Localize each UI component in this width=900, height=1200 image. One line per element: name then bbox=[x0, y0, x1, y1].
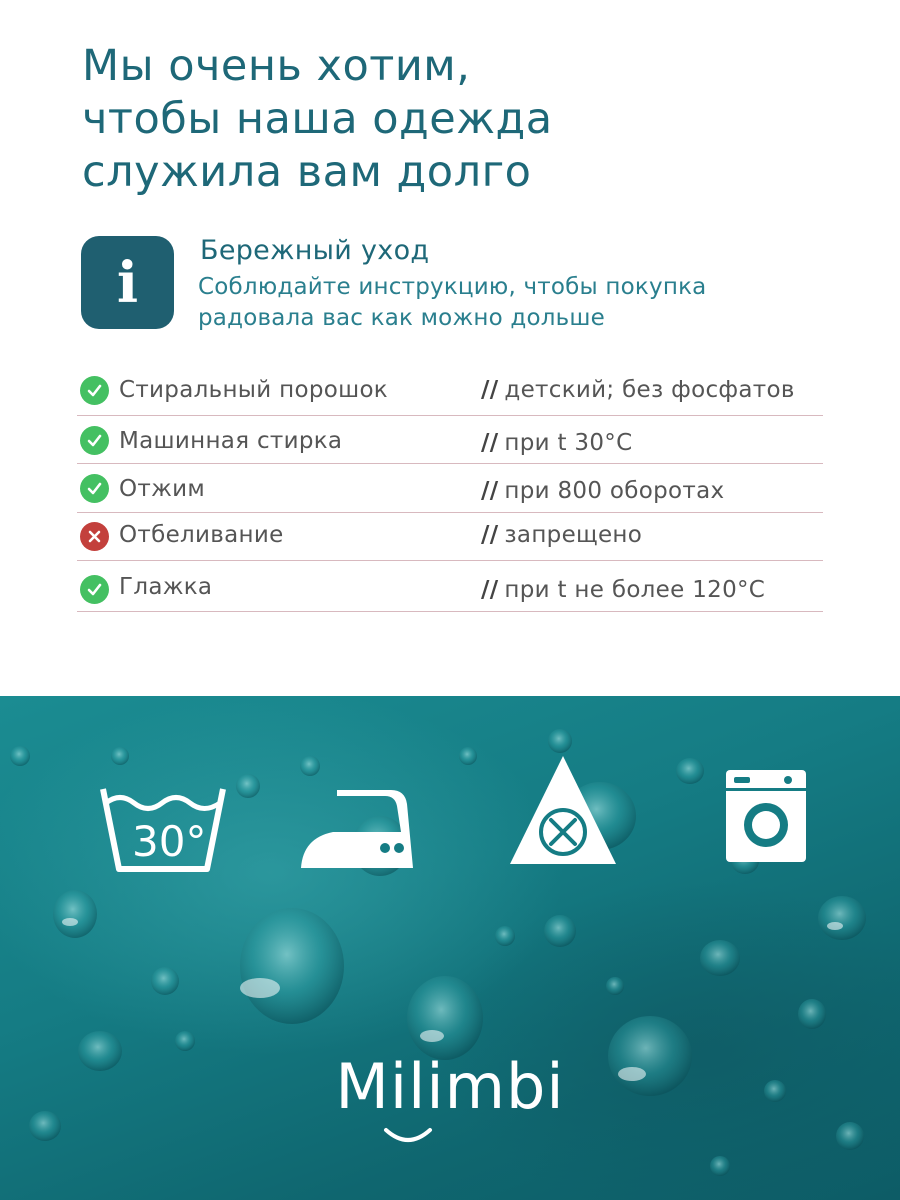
headline bbox=[82, 40, 553, 199]
care-value bbox=[481, 522, 642, 548]
separator: // bbox=[481, 522, 499, 548]
care-value-text: запрещено bbox=[504, 522, 643, 548]
care-row bbox=[77, 416, 823, 464]
separator: // bbox=[481, 478, 499, 504]
care-row bbox=[77, 513, 823, 561]
brand-wordmark: Milimbi bbox=[335, 1050, 565, 1123]
care-subtitle-line: Соблюдайте инструкцию, чтобы покупка bbox=[198, 274, 707, 300]
care-label: Стиральный порошок bbox=[119, 377, 389, 403]
brand-logo bbox=[0, 1050, 900, 1123]
no-bleach-icon bbox=[508, 754, 618, 866]
wash-temp-label: 30° bbox=[132, 817, 207, 866]
headline-line: служила вам долго bbox=[82, 147, 532, 197]
info-icon: i bbox=[116, 249, 139, 316]
headline-line: Мы очень хотим, bbox=[82, 41, 471, 91]
care-subtitle-line: радовала вас как можно дольше bbox=[198, 305, 606, 331]
separator: // bbox=[481, 430, 499, 456]
care-subtitle bbox=[198, 272, 838, 334]
separator: // bbox=[481, 577, 499, 603]
care-value bbox=[481, 478, 724, 504]
care-label: Отбеливание bbox=[119, 522, 284, 548]
care-label: Глажка bbox=[119, 574, 213, 600]
check-icon bbox=[80, 376, 109, 405]
care-instructions-table bbox=[77, 366, 823, 612]
care-row bbox=[77, 464, 823, 513]
care-row bbox=[77, 366, 823, 416]
check-icon bbox=[80, 575, 109, 604]
care-label: Отжим bbox=[119, 476, 206, 502]
wash-30-icon bbox=[100, 784, 226, 874]
washing-machine-icon bbox=[726, 770, 806, 862]
care-title: Бережный уход bbox=[200, 235, 430, 266]
separator: // bbox=[481, 377, 499, 403]
care-row bbox=[77, 561, 823, 612]
headline-line: чтобы наша одежда bbox=[82, 94, 553, 144]
care-value-text: при 800 оборотах bbox=[504, 478, 725, 504]
care-value-text: при t не более 120°C bbox=[504, 577, 766, 603]
care-value bbox=[481, 430, 632, 456]
iron-icon bbox=[293, 788, 415, 870]
fabric-photo bbox=[0, 696, 900, 1200]
info-badge bbox=[81, 236, 174, 329]
care-value bbox=[481, 577, 765, 603]
check-icon bbox=[80, 426, 109, 455]
care-label: Машинная стирка bbox=[119, 428, 343, 454]
cross-icon bbox=[80, 522, 109, 551]
care-value-text: при t 30°C bbox=[504, 430, 633, 456]
care-value bbox=[481, 377, 795, 403]
care-value-text: детский; без фосфатов bbox=[504, 377, 795, 403]
smile-icon bbox=[383, 1126, 433, 1146]
check-icon bbox=[80, 474, 109, 503]
